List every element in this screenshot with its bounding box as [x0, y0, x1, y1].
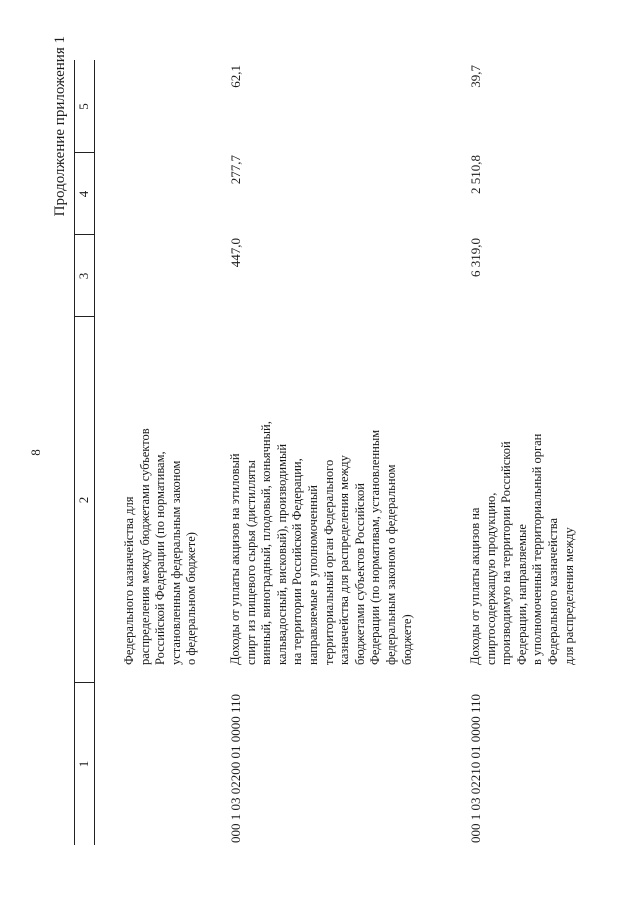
row-col5: 62,1 [228, 65, 243, 88]
column-number-4: 4 [76, 190, 91, 198]
row-name [228, 320, 415, 665]
row-name-line: казначейства для распределения между [337, 455, 352, 665]
page-number: 8 [28, 449, 43, 456]
row-name-line: в уполномоченный территориальный орган [530, 433, 545, 665]
row-name-line: для распределения между [561, 527, 576, 665]
row-col3: 447,0 [228, 238, 243, 268]
row-name [122, 320, 200, 665]
row-name-line: Доходы от уплаты акцизов на этиловый [228, 453, 242, 665]
row-name-line: спирт из пищевого сырья (дистилляты [243, 460, 258, 665]
row-name-line: винный, виноградный, плодовый, коньячный, [259, 421, 274, 665]
row-col3: 6 319,0 [468, 238, 483, 277]
row-name-line: Федерации (по нормативам, установленным [368, 429, 383, 665]
row-col4: 277,7 [228, 155, 243, 185]
row-name-line: бюджетами субъектов Российской [352, 483, 367, 665]
row-name-line: Федерации, направляемые [514, 524, 529, 665]
row-name [468, 320, 577, 665]
row-name-line: территориальный орган Федерального [321, 459, 336, 665]
row-col5: 39,7 [468, 65, 483, 88]
row-name-line: Доходы от уплаты акцизов на [468, 507, 482, 665]
row-name-line: направляемые в уполномоченный [305, 485, 320, 665]
row-name-line: Федерального казначейства [545, 517, 560, 665]
row-code: 000 1 03 02200 01 0000 110 [228, 693, 243, 843]
row-name-line: установленным федеральным законом [168, 460, 183, 665]
row-name-line: бюджете) [399, 614, 414, 665]
column-number-2: 2 [76, 496, 91, 504]
continuation-label: Продолжение приложения 1 [52, 36, 68, 217]
column-number-1: 1 [76, 760, 91, 768]
row-name-line: о федеральном бюджете) [184, 532, 199, 665]
column-number-3: 3 [76, 272, 91, 280]
row-name-line: федеральным законом о федеральном [383, 464, 398, 665]
row-name-line: на территории Российской Федерации, [290, 458, 305, 665]
column-number-5: 5 [76, 103, 91, 110]
row-code: 000 1 03 02210 01 0000 110 [468, 693, 483, 843]
row-name-line: Федерального казначейства для [122, 496, 136, 665]
table-top-rule [74, 60, 75, 845]
table-header-rule [94, 60, 95, 845]
row-name-line: спиртосодержащую продукцию, [483, 492, 498, 665]
row-name-line: Российской Федерации (по нормативам, [153, 451, 168, 665]
row-name-line: кальвадосный, висковый), производимый [274, 443, 289, 665]
row-col4: 2 510,8 [468, 155, 483, 194]
row-name-line: распределения между бюджетами субъектов [137, 428, 152, 665]
row-name-line: производимую на территории Российской [499, 441, 514, 665]
